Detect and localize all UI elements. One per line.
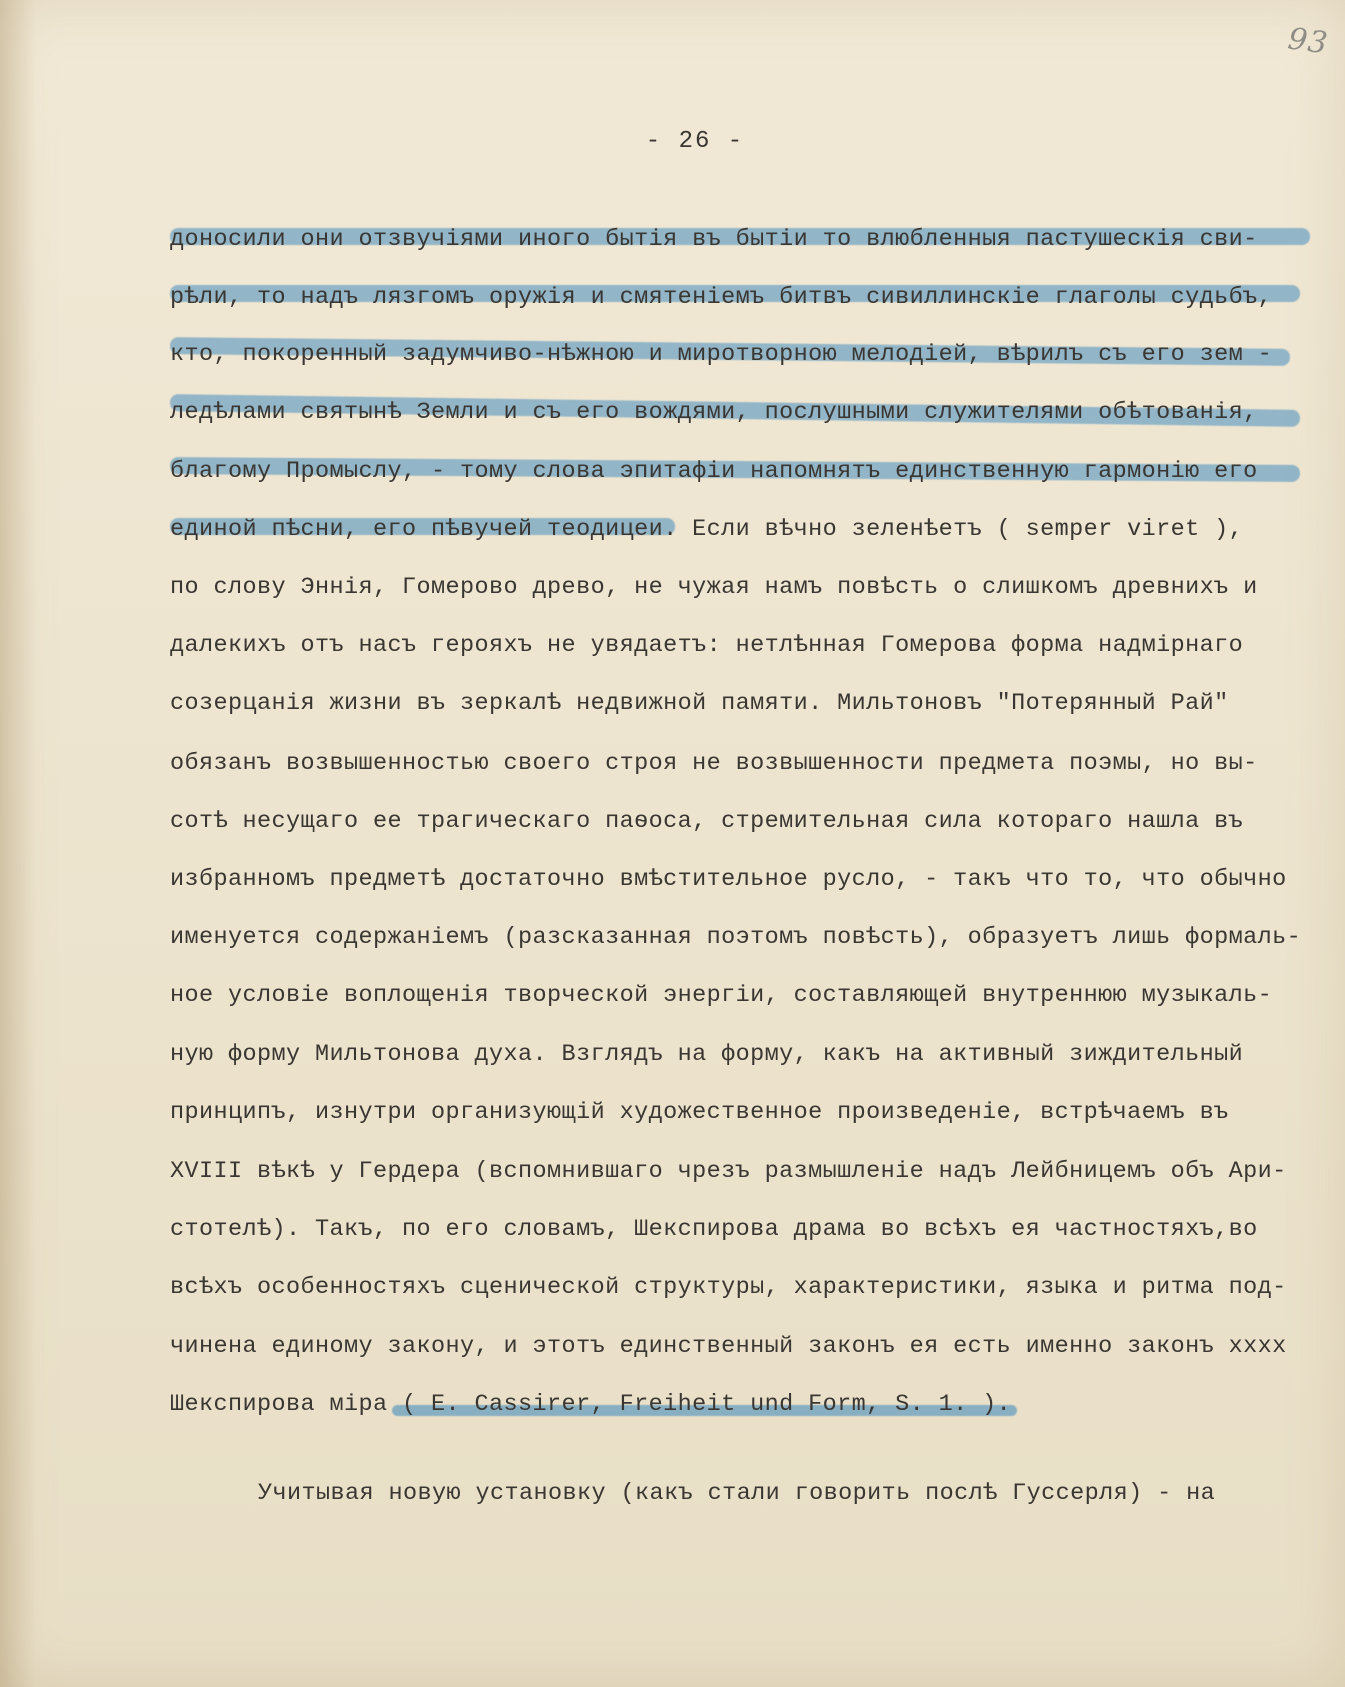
- text-line: обязанъ возвышенностью своего строя не возвышенности предмета поэмы, но вы-: [170, 750, 1258, 777]
- text-line: Шекспирова міра ( E. Cassirer, Freiheit und Form, S. 1. ).: [170, 1391, 1012, 1418]
- text-line: кто, покоренный задумчиво-нѣжною и миротворною мелодіей, вѣрилъ съ его зем -: [170, 341, 1273, 368]
- text-line: ную форму Мильтонова духа. Взглядъ на форму, какъ на активный зиждительный: [170, 1041, 1244, 1068]
- text-line: XVIII вѣкѣ у Гердера (вспомнившаго чрезъ размышленіе надъ Лейбницемъ объ Ари-: [170, 1158, 1287, 1185]
- text-line: ное условіе воплощенія творческой энергіи, составляющей внутреннюю музыкаль-: [170, 982, 1273, 1009]
- page-number: - 26 -: [645, 128, 745, 155]
- archive-folio-number: 93: [1285, 21, 1331, 62]
- text-line: сотѣ несущаго ее трагическаго паѳоса, стремительная сила котораго нашла въ: [170, 808, 1244, 835]
- text-line: стотелѣ). Такъ, по его словамъ, Шекспирова драма во всѣхъ ея частностяхъ,во: [170, 1216, 1258, 1243]
- text-line: ледѣлами святынѣ Земли и съ его вождями, послушными служителями обѣтованія,: [170, 399, 1258, 426]
- text-line: созерцанія жизни въ зеркалѣ недвижной памяти. Мильтоновъ "Потерянный Рай": [170, 690, 1229, 717]
- text-line: благому Промыслу, - тому слова эпитафіи напомнятъ единственную гармонію его: [170, 458, 1258, 485]
- text-line: далекихъ отъ насъ герояхъ не увядаетъ: нетлѣнная Гомерова форма надмірнаго: [170, 632, 1244, 659]
- text-line: чинена единому закону, и этотъ единственный законъ ея есть именно законъ xxxx: [170, 1333, 1287, 1360]
- text-line: принципъ, изнутри организующій художественное произведеніе, встрѣчаемъ въ: [170, 1099, 1229, 1126]
- text-line: Учитывая новую установку (какъ стали говорить послѣ Гуссерля) - на: [258, 1480, 1216, 1507]
- text-line: по слову Эннія, Гомерово древо, не чужая намъ повѣсть о слишкомъ древнихъ и: [170, 574, 1258, 601]
- text-line: доносили они отзвучіями иного бытія въ бытіи то влюбленныя пастушескія сви-: [170, 226, 1258, 253]
- text-line: единой пѣсни, его пѣвучей теодицеи. Если вѣчно зеленѣетъ ( semper viret ),: [170, 516, 1244, 543]
- text-line: всѣхъ особенностяхъ сценической структуры, характеристики, языка и ритма под-: [170, 1274, 1287, 1301]
- text-line: рѣли, то надъ лязгомъ оружія и смятеніемъ битвъ сивиллинскіе глаголы судьбъ,: [170, 284, 1273, 311]
- text-line: избранномъ предметѣ достаточно вмѣстительное русло, - такъ что то, что обычно: [170, 866, 1287, 893]
- text-line: именуется содержаніемъ (разсказанная поэтомъ повѣсть), образуетъ лишь формаль-: [170, 924, 1302, 951]
